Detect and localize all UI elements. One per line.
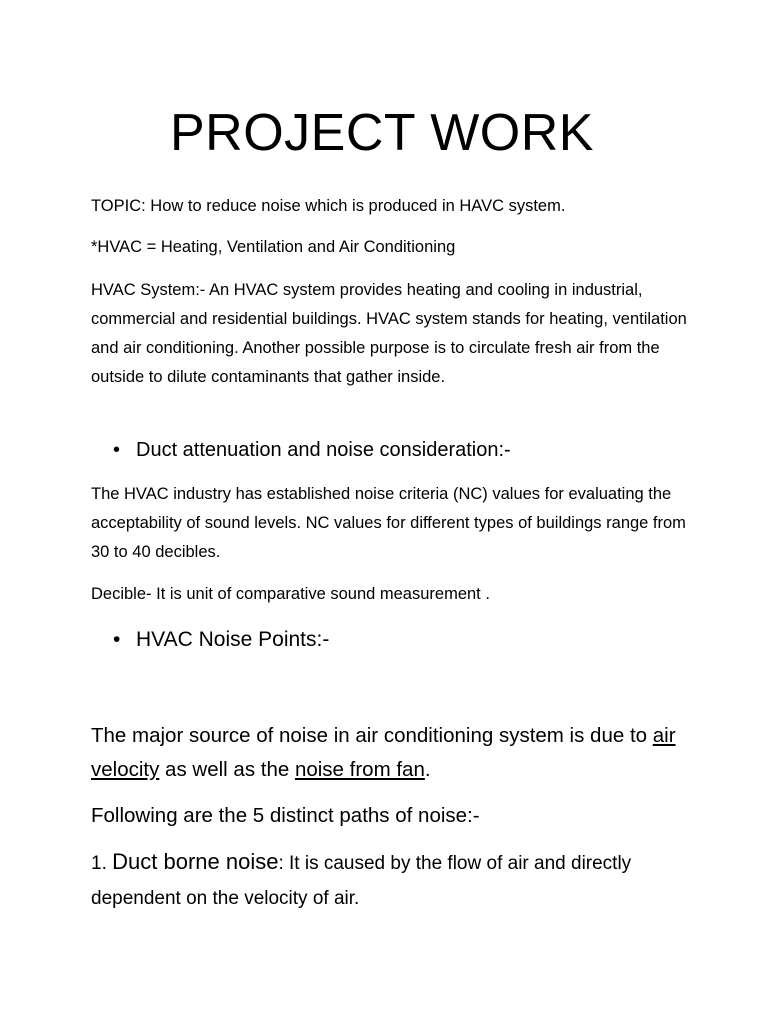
page-title: PROJECT WORK xyxy=(170,104,594,162)
duct-borne-description: : It is caused by the flow of air and directly dependent on the velocity of air. xyxy=(91,853,632,909)
bullet-dot: • xyxy=(113,628,121,651)
topic-line: TOPIC: How to reduce noise which is produced in HAVC system. xyxy=(91,197,566,215)
bullet-dot: • xyxy=(113,439,121,461)
bullet-text: HVAC Noise Points:- xyxy=(136,628,330,651)
major-source-text-1: The major source of noise in air conditioning system is due to xyxy=(91,724,653,747)
air-velocity-link: air velocity xyxy=(91,724,676,781)
decible-definition: Decible- It is unit of comparative sound measurement . xyxy=(91,585,490,603)
major-source-text-3: . xyxy=(424,758,431,781)
bullet-duct-attenuation xyxy=(113,436,511,464)
item-number: 1. xyxy=(91,853,113,874)
hvac-system-paragraph: HVAC System:- An HVAC system provides heating and cooling in industrial, commercial and residential buildings. HVAC system stands for heating, ventilation and air conditioning. Another possible purpose is to circulate fresh air from the outside to dilute contaminants that gather inside. xyxy=(91,281,687,386)
major-source-text-2: as well as the xyxy=(159,758,295,781)
major-source-paragraph xyxy=(91,719,711,787)
nc-paragraph: The HVAC industry has established noise criteria (NC) values for evaluating the acceptability of sound levels. NC values for different types of buildings range from 30 to 40 decibles. xyxy=(91,485,686,561)
duct-borne-paragraph xyxy=(91,845,711,916)
bullet-text: Duct attenuation and noise consideration:- xyxy=(136,439,511,461)
hvac-definition: *HVAC = Heating, Ventilation and Air Conditioning xyxy=(91,238,456,256)
noise-from-fan-link: noise from fan xyxy=(294,758,425,781)
paths-intro: Following are the 5 distinct paths of noise:- xyxy=(91,804,480,827)
bullet-noise-points xyxy=(113,626,329,654)
duct-borne-term: Duct borne noise xyxy=(112,849,279,874)
